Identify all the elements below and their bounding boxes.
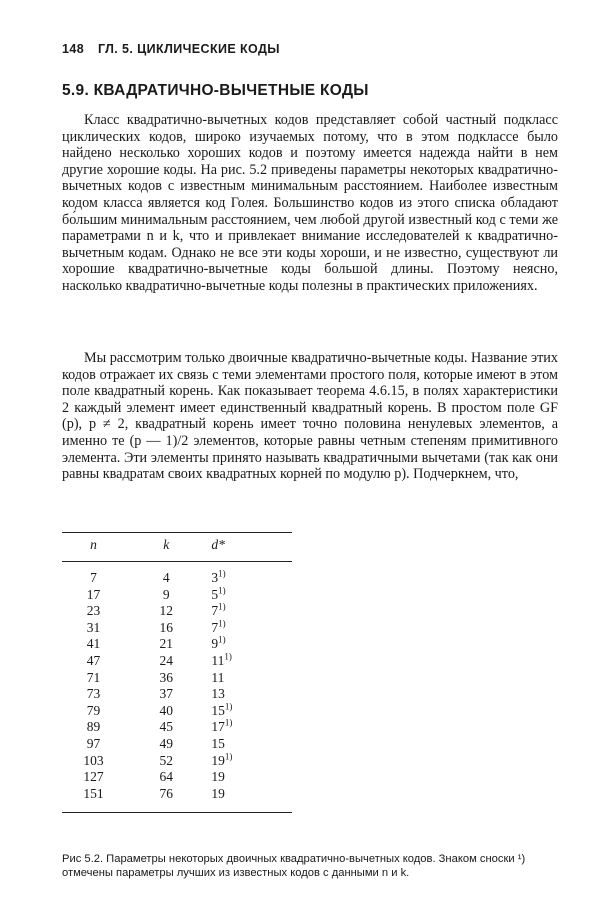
cell-k: 64 xyxy=(159,769,173,785)
cell-n: 73 xyxy=(86,686,101,702)
table-row xyxy=(62,736,292,753)
table-row xyxy=(62,587,292,604)
table-row xyxy=(62,562,292,587)
cell-d xyxy=(207,636,292,653)
footnote-mark: 1) xyxy=(218,568,226,579)
cell-k: 24 xyxy=(159,652,173,668)
page-number: 148 xyxy=(62,42,85,56)
distance-value: 19 xyxy=(211,752,225,768)
cell-n: 41 xyxy=(86,636,101,652)
footnote-mark: 1) xyxy=(224,717,233,728)
footnote-mark: 1) xyxy=(218,601,226,612)
cell-d xyxy=(207,603,292,620)
cell-k: 40 xyxy=(159,702,173,718)
table-header-row xyxy=(62,533,292,562)
table-row xyxy=(62,636,292,653)
cell-k: 9 xyxy=(162,586,170,602)
distance-value: 11 xyxy=(211,652,225,668)
header-n: n xyxy=(62,533,125,562)
table-body xyxy=(62,562,292,813)
cell-d xyxy=(207,653,292,670)
cell-n: 7 xyxy=(90,570,97,585)
running-head xyxy=(62,42,280,56)
distance-value: 15 xyxy=(211,735,225,751)
cell-k: 45 xyxy=(159,719,173,735)
table-row xyxy=(62,719,292,736)
distance-value: 19 xyxy=(211,769,225,785)
cell-k: 76 xyxy=(125,786,207,813)
cell-n: 17 xyxy=(86,586,101,602)
figure-caption: Рис 5.2. Параметры некоторых двоичных квадратично-вычетных кодов. Знаком сноски ¹) отмечены параметры лучших из известных кодов с данными n и k. xyxy=(62,853,526,879)
table-row xyxy=(62,653,292,670)
paragraph-2: Мы рассмотрим только двоичные квадратично-вычетные коды. Название этих кодов отражает их связь с теми элементами простого поля, которые имеют в этом поле квадратный корень. Как показывает теорема 4.6.15, в полях характеристики 2 каждый элемент имеет единственный квадратный корень. В простом поле GF (p), p ≠ 2, квадратный корень имеет точно половина ненулевых элементов, а именно те (p — 1)/2 элементов, которые равны четным степеням примитивного элемента. Эти элементы принято называть квадратичными вычетами (так как они равны квадратам своих квадратных корней по модулю p). Подчеркнем, что, xyxy=(62,350,558,483)
cell-n: 97 xyxy=(86,735,101,751)
cell-n: 127 xyxy=(83,769,104,785)
cell-k: 4 xyxy=(162,570,170,585)
cell-k: 12 xyxy=(159,603,173,619)
header-k: k xyxy=(125,533,207,562)
distance-value: 13 xyxy=(211,686,225,702)
cell-d xyxy=(207,769,292,786)
footnote-mark: 1) xyxy=(224,651,232,662)
distance-value: 17 xyxy=(211,719,225,735)
cell-d xyxy=(207,686,292,703)
table-row xyxy=(62,620,292,637)
distance-value: 15 xyxy=(211,702,225,718)
cell-k: 52 xyxy=(159,752,173,768)
cell-n: 71 xyxy=(86,669,101,685)
paragraph-1: Класс квадратично-вычетных кодов представляет собой частный подкласс циклических кодов, широко изучаемых потому, что в этом подклассе было найдено несколько хороших кодов и поэтому имеется надежда найти в нем другие хорошие коды. На рис. 5.2 приведены параметры некоторых квадратично-вычетных кодов с известным минимальным расстоянием. Наиболее известным кодом класса является код Голея. Большинство кодов из этого списка обладают бо́льшим минимальным расстоянием, чем любой другой известный код с теми же параметрами n и k, что и привлекает внимание исследователей к квадратично-вычетным кодам. Однако не все эти коды хороши, и не известно, существуют ли хорошие квадратично-вычетные коды большой длины. Поэтому неясно, насколько квадратично-вычетные коды полезны в практических приложениях. xyxy=(62,112,558,294)
cell-k: 16 xyxy=(159,619,173,635)
cell-d xyxy=(207,670,292,687)
table-row xyxy=(62,753,292,770)
cell-d xyxy=(207,620,292,637)
cell-k: 21 xyxy=(159,636,173,652)
distance-value: 19 xyxy=(211,785,225,801)
cell-n: 23 xyxy=(86,603,101,619)
distance-value: 9 xyxy=(211,636,219,652)
footnote-mark: 1) xyxy=(218,634,226,645)
cell-k: 36 xyxy=(159,669,173,685)
table-row xyxy=(62,769,292,786)
footnote-mark: 1) xyxy=(218,618,226,629)
cell-d xyxy=(207,562,292,587)
distance-value: 5 xyxy=(211,586,219,602)
header-d: d* xyxy=(207,533,292,562)
footnote-mark: 1) xyxy=(218,585,226,596)
table-row xyxy=(62,686,292,703)
distance-value: 7 xyxy=(211,603,219,619)
cell-d xyxy=(207,719,292,736)
footnote-mark: 1) xyxy=(224,751,233,762)
cell-n: 103 xyxy=(83,752,104,768)
cell-d xyxy=(207,753,292,770)
cell-d xyxy=(207,736,292,753)
section-title: 5.9. КВАДРАТИЧНО-ВЫЧЕТНЫЕ КОДЫ xyxy=(62,82,369,99)
cell-n: 47 xyxy=(86,652,101,668)
footnote-mark: 1) xyxy=(224,701,233,712)
cell-n: 79 xyxy=(86,702,101,718)
table-row xyxy=(62,786,292,813)
distance-value: 3 xyxy=(211,570,219,585)
cell-d xyxy=(207,703,292,720)
cell-n: 31 xyxy=(86,619,101,635)
table-row xyxy=(62,670,292,687)
parameters-table xyxy=(62,532,292,813)
cell-d xyxy=(207,587,292,604)
distance-value: 11 xyxy=(211,669,225,685)
cell-n: 89 xyxy=(86,719,101,735)
cell-k: 37 xyxy=(159,686,173,702)
cell-d xyxy=(207,786,292,813)
chapter-title: ГЛ. 5. ЦИКЛИЧЕСКИЕ КОДЫ xyxy=(97,42,280,56)
distance-value: 7 xyxy=(211,619,219,635)
cell-k: 49 xyxy=(159,735,173,751)
table-row xyxy=(62,603,292,620)
cell-n: 151 xyxy=(62,786,125,813)
table-row xyxy=(62,703,292,720)
